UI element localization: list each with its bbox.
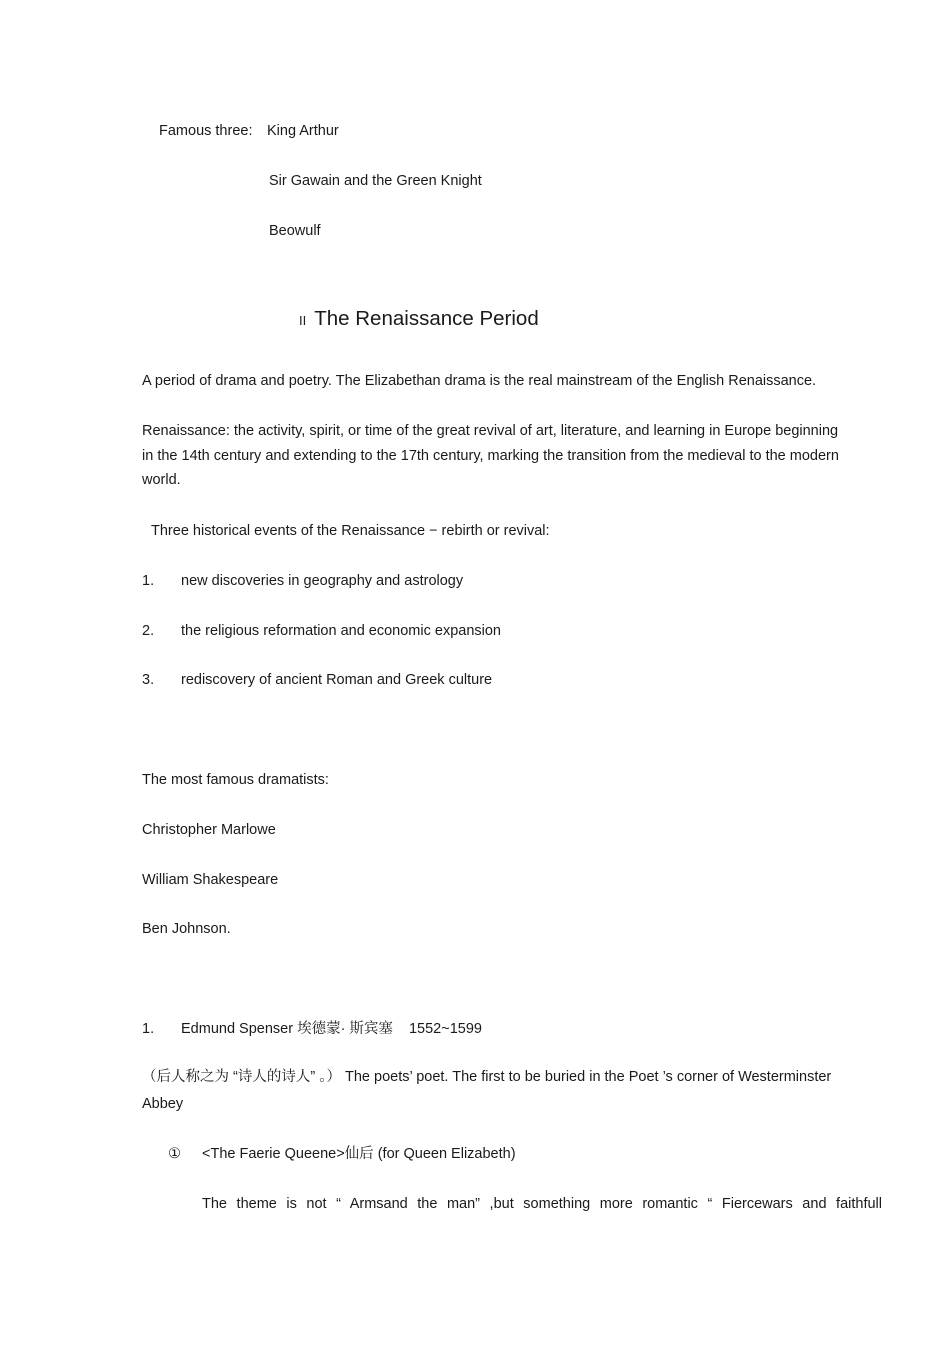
list-item-text: new discoveries in geography and astrology bbox=[181, 573, 464, 589]
intro-paragraph: A period of drama and poetry. The Elizabethan drama is the real mainstream of the English Renaissance. bbox=[142, 373, 817, 389]
list-item-text: the religious reformation and economic expansion bbox=[181, 623, 501, 639]
dramatist-name: William Shakespeare bbox=[142, 872, 279, 888]
definition-line: Renaissance: the activity, spirit, or time of the great revival of art, literature, and learning in Europe beginning bbox=[142, 423, 839, 439]
famous-three-label: Famous three: bbox=[159, 123, 253, 139]
famous-three-item: King Arthur bbox=[267, 123, 339, 139]
spenser-number: 1. bbox=[142, 1021, 155, 1037]
definition-line: world. bbox=[142, 472, 181, 488]
spenser-chinese-name: 埃德蒙· 斯宾塞 bbox=[297, 1021, 393, 1037]
spenser-note: Abbey bbox=[142, 1096, 184, 1112]
spenser-heading bbox=[181, 1020, 482, 1038]
dramatist-name: Christopher Marlowe bbox=[142, 822, 276, 838]
section-heading bbox=[299, 306, 539, 332]
list-item-number: 2. bbox=[142, 623, 155, 639]
spenser-name: Edmund Spenser bbox=[181, 1021, 294, 1037]
famous-three-item: Beowulf bbox=[269, 223, 321, 239]
list-item-number: 1. bbox=[142, 573, 155, 589]
famous-three-item: Sir Gawain and the Green Knight bbox=[269, 173, 482, 189]
list-item-number: 3. bbox=[142, 672, 155, 688]
work-title: <The Faerie Queene>仙后 (for Queen Elizabeth) bbox=[202, 1146, 516, 1162]
section-numeral: II bbox=[299, 313, 307, 328]
theme-line: The theme is not “ Armsand the man” ,but something more romantic “ Fiercewars and faithfull bbox=[202, 1196, 882, 1212]
dramatists-heading: The most famous dramatists: bbox=[142, 772, 329, 788]
spenser-note: （后人称之为 “诗人的诗人” 。） The poets’ poet. The first to be buried in the Poet ’s corner of Westerminster bbox=[142, 1069, 832, 1085]
dramatist-name: Ben Johnson. bbox=[142, 921, 231, 937]
circled-one-marker: ① bbox=[168, 1146, 181, 1162]
spenser-years: 1552~1599 bbox=[408, 1021, 482, 1037]
list-item-text: rediscovery of ancient Roman and Greek culture bbox=[181, 672, 493, 688]
events-heading: Three historical events of the Renaissance − rebirth or revival: bbox=[151, 523, 550, 539]
section-title: The Renaissance Period bbox=[314, 307, 539, 330]
definition-line: in the 14th century and extending to the 17th century, marking the transition from the medieval to the modern bbox=[142, 448, 839, 464]
